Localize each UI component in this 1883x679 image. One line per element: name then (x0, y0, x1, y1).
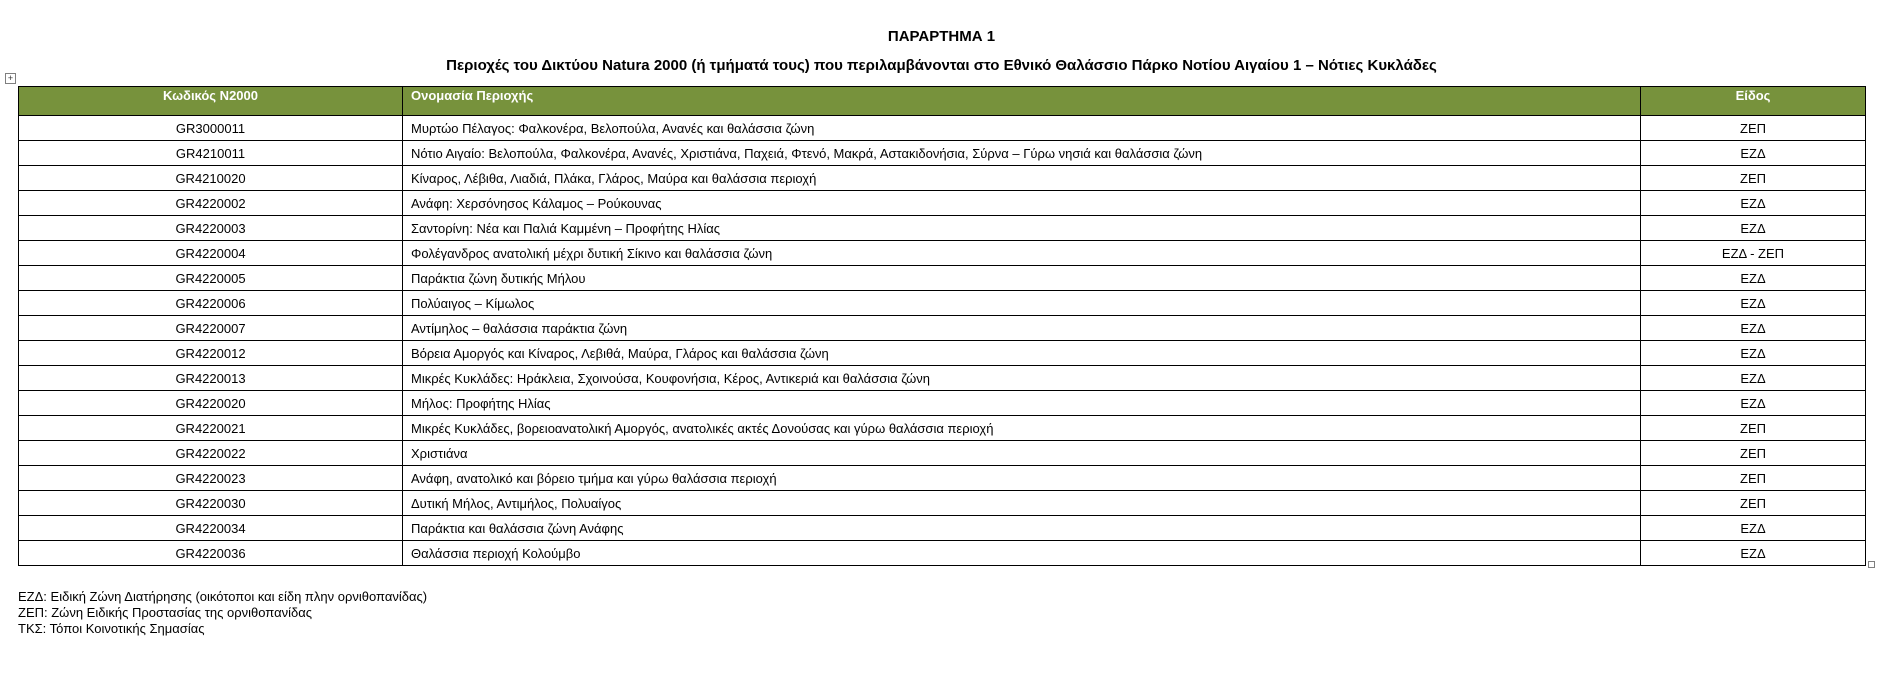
site-code-cell: GR4220003 (19, 216, 403, 241)
site-type-cell: ΖΕΠ (1641, 116, 1866, 141)
table-row (19, 466, 1866, 491)
site-name-cell: Παράκτια και θαλάσσια ζώνη Ανάφης (403, 516, 1641, 541)
footnote-zep: ΖΕΠ: Ζώνη Ειδικής Προστασίας της ορνιθοπανίδας (18, 605, 312, 620)
site-code-cell: GR4220007 (19, 316, 403, 341)
site-name-cell: Θαλάσσια περιοχή Κολούμβο (403, 541, 1641, 566)
table-row (19, 166, 1866, 191)
site-name-cell: Βόρεια Αμοργός και Κίναρος, Λεβιθά, Μαύρα, Γλάρος και θαλάσσια ζώνη (403, 341, 1641, 366)
site-code-cell: GR4220020 (19, 391, 403, 416)
site-type-cell: ΕΖΔ (1641, 541, 1866, 566)
table-row (19, 116, 1866, 141)
footnotes (18, 589, 427, 637)
table-row (19, 216, 1866, 241)
column-header-name: Ονομασία Περιοχής (403, 87, 1641, 116)
site-code-cell: GR4220022 (19, 441, 403, 466)
site-code-cell: GR4210020 (19, 166, 403, 191)
site-type-cell: ΕΖΔ (1641, 291, 1866, 316)
site-type-cell: ΕΖΔ (1641, 216, 1866, 241)
table-header-row (19, 87, 1866, 116)
table-row (19, 316, 1866, 341)
site-name-cell: Φολέγανδρος ανατολική μέχρι δυτική Σίκινο και θαλάσσια ζώνη (403, 241, 1641, 266)
site-code-cell: GR4220036 (19, 541, 403, 566)
site-name-cell: Χριστιάνα (403, 441, 1641, 466)
column-header-code: Κωδικός N2000 (19, 87, 403, 116)
site-name-cell: Κίναρος, Λέβιθα, Λιαδιά, Πλάκα, Γλάρος, Μαύρα και θαλάσσια περιοχή (403, 166, 1641, 191)
site-type-cell: ΖΕΠ (1641, 466, 1866, 491)
table-move-handle-icon[interactable]: + (5, 73, 16, 84)
site-name-cell: Ανάφη, ανατολικό και βόρειο τμήμα και γύρω θαλάσσια περιοχή (403, 466, 1641, 491)
table-row (19, 491, 1866, 516)
site-code-cell: GR3000011 (19, 116, 403, 141)
site-type-cell: ΕΖΔ (1641, 341, 1866, 366)
site-code-cell: GR4220006 (19, 291, 403, 316)
site-name-cell: Νότιο Αιγαίο: Βελοπούλα, Φαλκονέρα, Ανανές, Χριστιάνα, Παχειά, Φτενό, Μακρά, Αστακιδονήσια, Σύρνα – Γύρω νησιά και θαλάσσια ζώνη (403, 141, 1641, 166)
document-title: ΠΑΡΑΡΤΗΜΑ 1 (887, 28, 996, 45)
site-type-cell: ΕΖΔ (1641, 266, 1866, 291)
table-resize-handle[interactable] (1868, 561, 1875, 568)
site-type-cell: ΕΖΔ (1641, 366, 1866, 391)
table-row (19, 391, 1866, 416)
document-subtitle: Περιοχές του Δικτύου Natura 2000 (ή τμήματά τους) που περιλαμβάνονται στο Εθνικό Θαλάσσιο Πάρκο Νοτίου Αιγαίου 1 – Νότιες Κυκλάδες (446, 57, 1437, 74)
site-name-cell: Πολύαιγος – Κίμωλος (403, 291, 1641, 316)
table-row (19, 241, 1866, 266)
site-type-cell: ΕΖΔ (1641, 391, 1866, 416)
site-type-cell: ΕΖΔ (1641, 516, 1866, 541)
table-row (19, 366, 1866, 391)
site-type-cell: ΖΕΠ (1641, 491, 1866, 516)
table-row (19, 191, 1866, 216)
site-type-cell: ΕΖΔ (1641, 141, 1866, 166)
site-code-cell: GR4220005 (19, 266, 403, 291)
site-name-cell: Παράκτια ζώνη δυτικής Μήλου (403, 266, 1641, 291)
footnote-tks: ΤΚΣ: Τόποι Κοινοτικής Σημασίας (18, 621, 205, 636)
site-name-cell: Ανάφη: Χερσόνησος Κάλαμος – Ρούκουνας (403, 191, 1641, 216)
site-code-cell: GR4220002 (19, 191, 403, 216)
site-type-cell: ΕΖΔ - ΖΕΠ (1641, 241, 1866, 266)
site-name-cell: Μυρτώο Πέλαγος: Φαλκονέρα, Βελοπούλα, Ανανές και θαλάσσια ζώνη (403, 116, 1641, 141)
site-name-cell: Σαντορίνη: Νέα και Παλιά Καμμένη – Προφήτης Ηλίας (403, 216, 1641, 241)
table-row (19, 141, 1866, 166)
site-type-cell: ΖΕΠ (1641, 416, 1866, 441)
site-type-cell: ΕΖΔ (1641, 316, 1866, 341)
site-code-cell: GR4210011 (19, 141, 403, 166)
table-row (19, 341, 1866, 366)
table-row (19, 441, 1866, 466)
site-code-cell: GR4220023 (19, 466, 403, 491)
site-name-cell: Μικρές Κυκλάδες, βορειοανατολική Αμοργός, ανατολικές ακτές Δονούσας και γύρω θαλάσσια περιοχή (403, 416, 1641, 441)
table-row (19, 291, 1866, 316)
footnote-ezd: ΕΖΔ: Ειδική Ζώνη Διατήρησης (οικότοποι και είδη πλην ορνιθοπανίδας) (18, 589, 428, 604)
site-code-cell: GR4220030 (19, 491, 403, 516)
site-name-cell: Μικρές Κυκλάδες: Ηράκλεια, Σχοινούσα, Κουφονήσια, Κέρος, Αντικεριά και θαλάσσια ζώνη (403, 366, 1641, 391)
site-type-cell: ΖΕΠ (1641, 166, 1866, 191)
site-name-cell: Αντίμηλος – θαλάσσια παράκτια ζώνη (403, 316, 1641, 341)
site-code-cell: GR4220013 (19, 366, 403, 391)
column-header-type: Είδος (1641, 87, 1866, 116)
site-code-cell: GR4220021 (19, 416, 403, 441)
site-code-cell: GR4220034 (19, 516, 403, 541)
site-code-cell: GR4220012 (19, 341, 403, 366)
site-name-cell: Μήλος: Προφήτης Ηλίας (403, 391, 1641, 416)
site-type-cell: ΖΕΠ (1641, 441, 1866, 466)
natura-sites-table (18, 86, 1866, 566)
table-row (19, 516, 1866, 541)
table-row (19, 416, 1866, 441)
site-name-cell: Δυτική Μήλος, Αντιμήλος, Πολυαίγος (403, 491, 1641, 516)
site-type-cell: ΕΖΔ (1641, 191, 1866, 216)
table-row (19, 266, 1866, 291)
table-row (19, 541, 1866, 566)
site-code-cell: GR4220004 (19, 241, 403, 266)
